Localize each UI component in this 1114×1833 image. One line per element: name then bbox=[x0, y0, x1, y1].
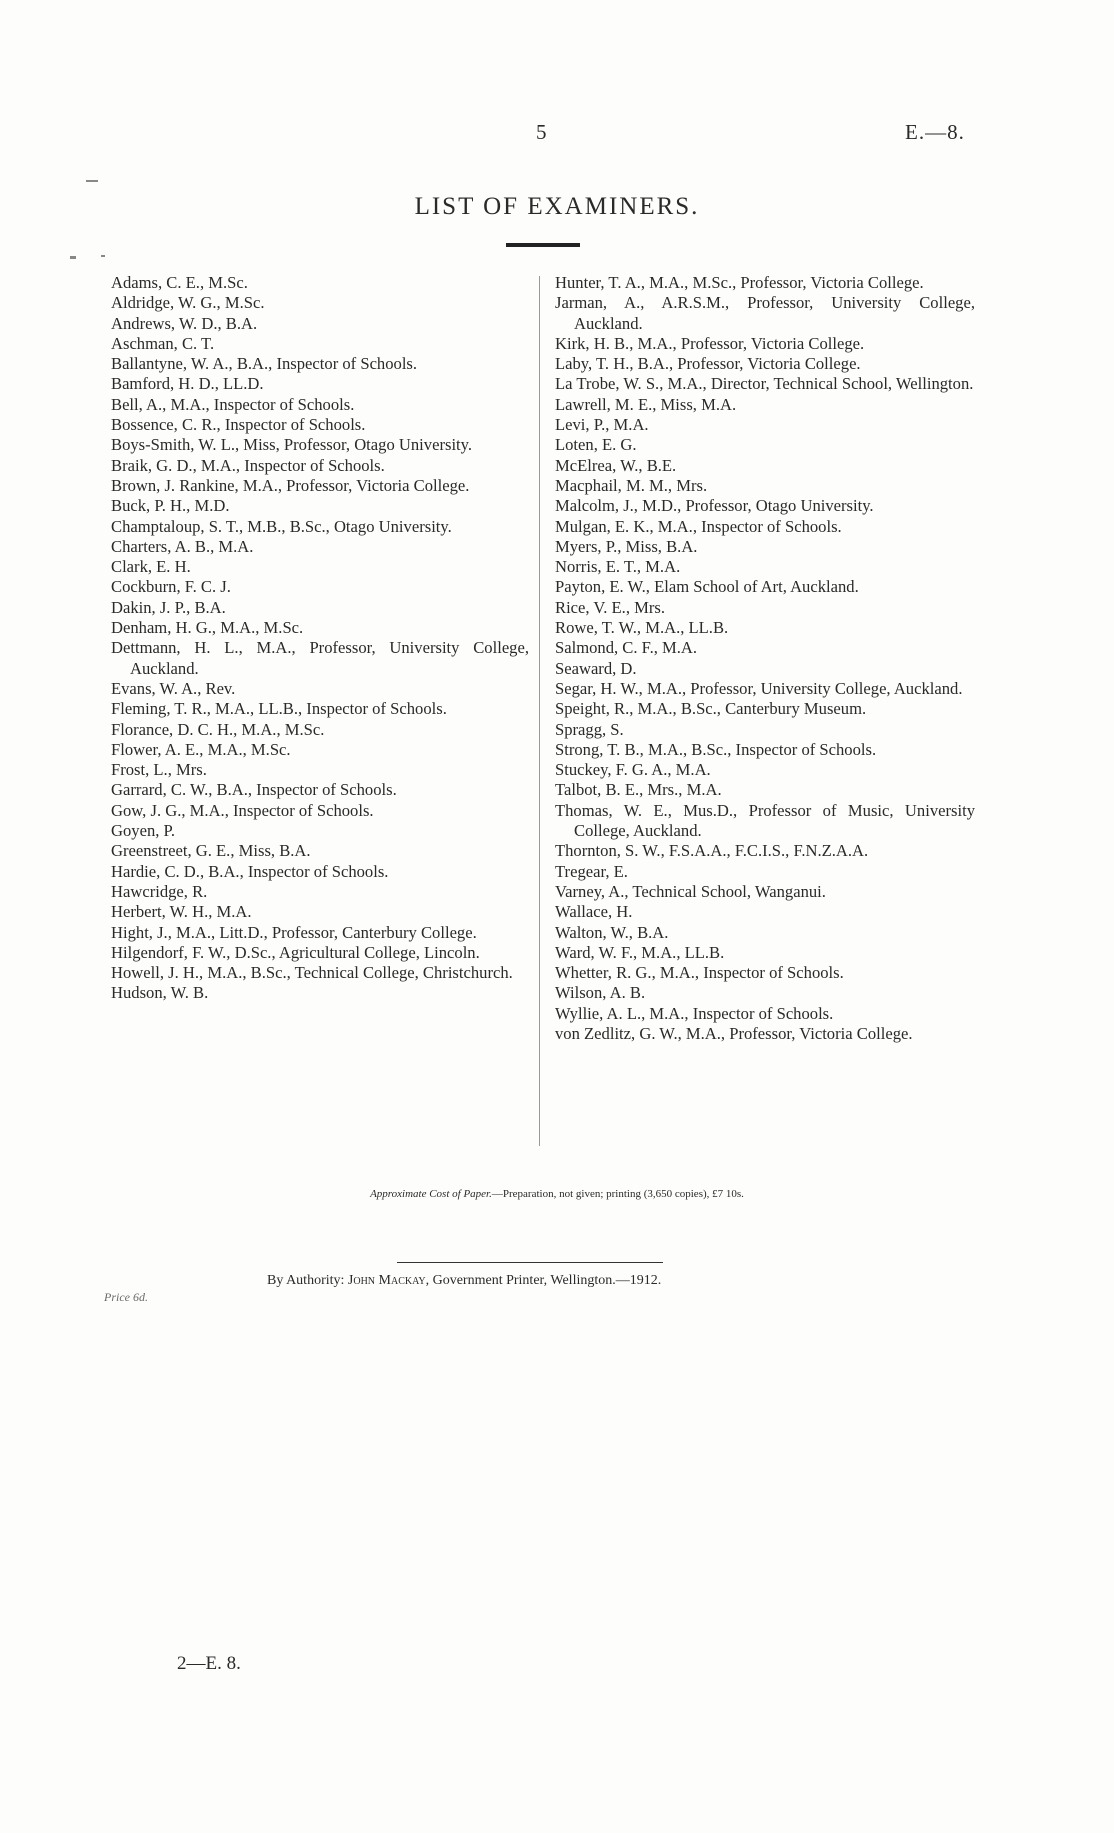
document-code: E.—8. bbox=[905, 120, 965, 144]
examiner-entry: Malcolm, J., M.D., Professor, Otago University. bbox=[555, 496, 874, 516]
page-number: 5 bbox=[536, 120, 547, 144]
examiner-entry: Andrews, W. D., B.A. bbox=[111, 313, 258, 333]
page-title: LIST OF EXAMINERS. bbox=[414, 193, 700, 220]
examiner-entry: Greenstreet, G. E., Miss, B.A. bbox=[111, 841, 311, 861]
column-divider bbox=[539, 276, 540, 1146]
examiner-entry: Charters, A. B., M.A. bbox=[111, 536, 254, 556]
examiner-entry: Gow, J. G., M.A., Inspector of Schools. bbox=[111, 800, 374, 820]
examiner-entry: Rice, V. E., Mrs. bbox=[555, 597, 666, 617]
examiner-entry: Jarman, A., A.R.S.M., Professor, University College, Auckland. bbox=[555, 293, 975, 333]
examiner-entry: Talbot, B. E., Mrs., M.A. bbox=[555, 780, 722, 800]
examiner-entry: Thomas, W. E., Mus.D., Professor of Music, University College, Auckland. bbox=[555, 800, 975, 841]
examiner-entry: Wyllie, A. L., M.A., Inspector of Schools. bbox=[555, 1003, 834, 1023]
cost-note-text: —Preparation, not given; printing (3,650 copies), £7 10s. bbox=[491, 1188, 744, 1200]
examiner-entry: Flower, A. E., M.A., M.Sc. bbox=[111, 739, 291, 759]
examiner-entry: Bamford, H. D., LL.D. bbox=[111, 374, 264, 394]
examiner-entry: Lawrell, M. E., Miss, M.A. bbox=[555, 394, 737, 414]
examiner-entry: Hawcridge, R. bbox=[111, 881, 208, 901]
examiner-entry: Braik, G. D., M.A., Inspector of Schools. bbox=[111, 455, 385, 475]
examiner-entry: Frost, L., Mrs. bbox=[111, 760, 207, 780]
examiner-entry: Clark, E. H. bbox=[111, 557, 191, 577]
examiner-entry: Myers, P., Miss, B.A. bbox=[555, 536, 698, 556]
examiner-entry: Mulgan, E. K., M.A., Inspector of Schools. bbox=[555, 516, 842, 536]
examiner-entry: Garrard, C. W., B.A., Inspector of Schools. bbox=[111, 780, 397, 800]
examiner-entry: Whetter, R. G., M.A., Inspector of Schools. bbox=[555, 963, 844, 983]
examiner-entry: Varney, A., Technical School, Wanganui. bbox=[555, 881, 826, 901]
examiner-entry: Loten, E. G. bbox=[555, 435, 637, 455]
examiner-entry: Speight, R., M.A., B.Sc., Canterbury Museum. bbox=[555, 699, 867, 719]
examiner-entry: Dettmann, H. L., M.A., Professor, University College, Auckland. bbox=[111, 638, 529, 678]
authority-prefix: By Authority: bbox=[267, 1273, 345, 1288]
examiner-entry: Goyen, P. bbox=[111, 821, 176, 841]
examiner-entry: Bossence, C. R., Inspector of Schools. bbox=[111, 415, 366, 435]
examiner-entry: von Zedlitz, G. W., M.A., Professor, Victoria College. bbox=[555, 1023, 913, 1043]
examiner-entry: Evans, W. A., Rev. bbox=[111, 678, 236, 698]
examiner-entry: Fleming, T. R., M.A., LL.B., Inspector of Schools. bbox=[111, 699, 447, 719]
examiner-entry: Wallace, H. bbox=[555, 902, 633, 922]
examiner-entry: Levi, P., M.A. bbox=[555, 415, 649, 435]
examiner-entry: Hardie, C. D., B.A., Inspector of Schools. bbox=[111, 861, 389, 881]
examiner-entry: Aldridge, W. G., M.Sc. bbox=[111, 293, 265, 313]
examiner-entry: Hilgendorf, F. W., D.Sc., Agricultural College, Lincoln. bbox=[111, 942, 480, 962]
examiner-entry: Kirk, H. B., M.A., Professor, Victoria College. bbox=[555, 333, 865, 353]
title-rule bbox=[506, 243, 580, 247]
examiner-entry: Brown, J. Rankine, M.A., Professor, Victoria College. bbox=[111, 475, 470, 495]
examiner-entry: Walton, W., B.A. bbox=[555, 922, 669, 942]
examiner-entry: Ballantyne, W. A., B.A., Inspector of Schools. bbox=[111, 354, 418, 374]
examiner-entry: Hight, J., M.A., Litt.D., Professor, Canterbury College. bbox=[111, 922, 477, 942]
examiner-entry: Denham, H. G., M.A., M.Sc. bbox=[111, 618, 304, 638]
examiner-entry: Norris, E. T., M.A. bbox=[555, 557, 681, 577]
examiner-entry: La Trobe, W. S., M.A., Director, Technical School, Wellington. bbox=[555, 374, 974, 394]
price: Price 6d. bbox=[104, 1290, 148, 1304]
printer-authority bbox=[267, 1273, 661, 1289]
cost-note-label: Approximate Cost of Paper. bbox=[370, 1188, 492, 1200]
examiner-entry: Payton, E. W., Elam School of Art, Auckland. bbox=[555, 577, 859, 597]
sheet-signature: 2—E. 8. bbox=[177, 1653, 241, 1674]
examiner-entry: Seaward, D. bbox=[555, 658, 637, 678]
examiner-entry: Stuckey, F. G. A., M.A. bbox=[555, 760, 711, 780]
examiner-entry: Wilson, A. B. bbox=[555, 983, 646, 1003]
examiner-entry: Ward, W. F., M.A., LL.B. bbox=[555, 942, 725, 962]
examiner-list-right bbox=[555, 273, 975, 1044]
examiner-entry: Macphail, M. M., Mrs. bbox=[555, 475, 708, 495]
authority-suffix: Government Printer, Wellington.—1912. bbox=[432, 1273, 662, 1288]
examiner-entry: Hudson, W. B. bbox=[111, 983, 209, 1003]
examiner-entry: Cockburn, F. C. J. bbox=[111, 577, 231, 597]
examiner-entry: Bell, A., M.A., Inspector of Schools. bbox=[111, 394, 355, 414]
examiner-entry: Boys-Smith, W. L., Miss, Professor, Otago University. bbox=[111, 435, 473, 455]
scan-speck bbox=[101, 255, 105, 257]
examiner-entry: Tregear, E. bbox=[555, 861, 628, 881]
examiner-entry: Howell, J. H., M.A., B.Sc., Technical College, Christchurch. bbox=[111, 963, 513, 983]
examiner-entry: Champtaloup, S. T., M.B., B.Sc., Otago University. bbox=[111, 516, 452, 536]
examiner-entry: Buck, P. H., M.D. bbox=[111, 496, 230, 516]
examiner-entry: Aschman, C. T. bbox=[111, 333, 215, 353]
examiner-entry: Dakin, J. P., B.A. bbox=[111, 597, 226, 617]
examiner-entry: Herbert, W. H., M.A. bbox=[111, 902, 252, 922]
printer-name: John Mackay, bbox=[347, 1273, 430, 1288]
examiner-entry: Strong, T. B., M.A., B.Sc., Inspector of Schools. bbox=[555, 739, 877, 759]
examiner-entry: Florance, D. C. H., M.A., M.Sc. bbox=[111, 719, 325, 739]
examiner-entry: Spragg, S. bbox=[555, 719, 624, 739]
examiner-entry: Segar, H. W., M.A., Professor, University College, Auckland. bbox=[555, 678, 963, 698]
examiner-entry: Thornton, S. W., F.S.A.A., F.C.I.S., F.N.Z.A.A. bbox=[555, 841, 869, 861]
examiner-entry: Rowe, T. W., M.A., LL.B. bbox=[555, 618, 729, 638]
scan-speck bbox=[86, 180, 98, 182]
examiner-entry: McElrea, W., B.E. bbox=[555, 455, 677, 475]
examiner-list-left bbox=[111, 273, 529, 1004]
cost-note bbox=[0, 1188, 1114, 1200]
examiner-entry: Laby, T. H., B.A., Professor, Victoria College. bbox=[555, 354, 861, 374]
scan-speck bbox=[70, 256, 76, 259]
examiner-entry: Adams, C. E., M.Sc. bbox=[111, 273, 248, 292]
footer-rule bbox=[397, 1262, 663, 1263]
examiner-entry: Hunter, T. A., M.A., M.Sc., Professor, Victoria College. bbox=[555, 273, 924, 292]
examiner-entry: Salmond, C. F., M.A. bbox=[555, 638, 698, 658]
